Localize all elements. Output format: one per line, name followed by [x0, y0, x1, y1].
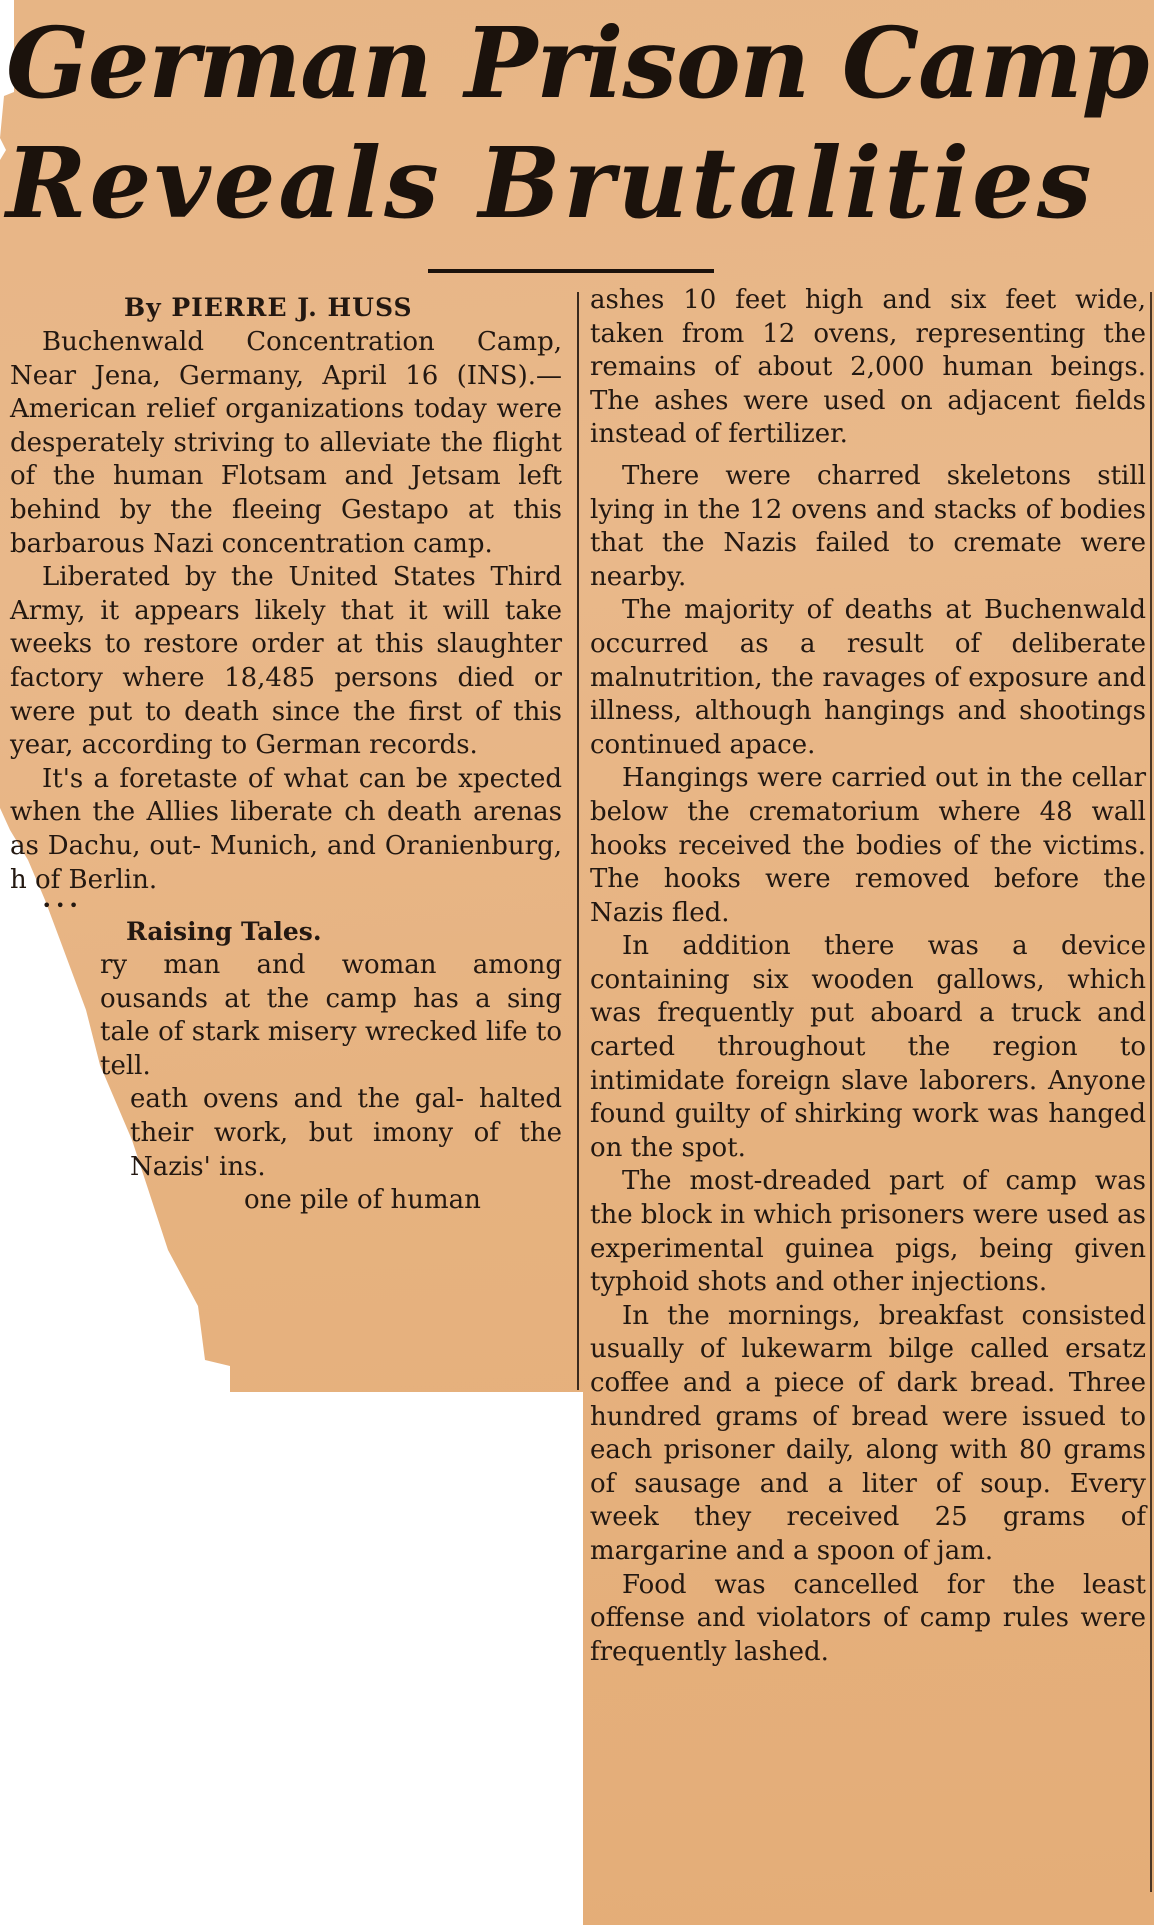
- article-paragraph: Hangings were carried out in the cellar below the crematorium where 48 wall hooks received the bodies of the victims. The hooks were removed before the Nazis fled.: [590, 763, 1146, 928]
- article-paragraph: ashes 10 feet high and six feet wide, taken from 12 ovens, representing the remains of about 2,000 human beings. The ashes were used on adjacent fields instead of fertilizer.: [590, 285, 1146, 450]
- article-paragraph: eath ovens and the gal- halted their work, but imony of the Nazis' ins.: [130, 1084, 562, 1182]
- article-paragraph: Liberated by the United States Third Army, it appears likely that it will take weeks to restore order at this slaughter factory where 18,485 persons died or were put to death since the first of this year, according to German records.: [10, 562, 562, 761]
- headline-line-2: Reveals Brutalities: [6, 126, 1095, 240]
- column-divider: [577, 292, 579, 1390]
- article-paragraph: Food was cancelled for the least offense and violators of camp rules were frequently lashed.: [590, 1569, 1146, 1667]
- article-paragraph: The majority of deaths at Buchenwald occurred as a result of deliberate malnutrition, the ravages of exposure and illness, although hangings and shootings continued apace.: [590, 595, 1146, 760]
- section-ornament: •••: [42, 896, 83, 916]
- right-column: [590, 284, 1146, 1669]
- article-paragraph: Buchenwald Concentration Camp, Near Jena, Germany, April 16 (INS).—American relief organizations today were desperately striving to alleviate the flight of the human Flotsam and Jetsam left behind by the fleeing Gestapo at this barbarous Nazi concentration camp.: [10, 327, 562, 559]
- column-edge-rule: [1150, 292, 1152, 1892]
- subhead: Raising Tales.: [126, 917, 322, 947]
- article-paragraph: There were charred skeletons still lying in the 12 ovens and stacks of bodies that the Nazis failed to cremate were nearby.: [590, 460, 1146, 592]
- left-column: [10, 290, 562, 1218]
- article-paragraph: It's a foretaste of what can be xpected when the Allies liberate ch death arenas as Dachu, out- Munich, and Oranienburg, h of Berlin.: [10, 763, 562, 895]
- article-paragraph: one pile of human: [244, 1185, 481, 1216]
- headline-rule: [428, 269, 714, 273]
- byline: By PIERRE J. HUSS: [124, 293, 413, 322]
- article-paragraph: In the mornings, breakfast consisted usually of lukewarm bilge called ersatz coffee and a piece of dark bread. Three hundred grams of bread were issued to each prisoner daily, along with 80 grams of sausage and a liter of soup. Every week they received 25 grams of margarine and a spoon of jam.: [590, 1300, 1146, 1566]
- article-paragraph: In addition there was a device containing six wooden gallows, which was frequently put aboard a truck and carted throughout the region to intimidate foreign slave laborers. Anyone found guilty of shirking work was hanged on the spot.: [590, 931, 1146, 1163]
- headline-line-1: German Prison Camp: [6, 6, 1149, 120]
- article-paragraph: The most-dreaded part of camp was the block in which prisoners were used as experimental guinea pigs, being given typhoid shots and other injections.: [590, 1166, 1146, 1298]
- article-paragraph: ry man and woman among ousands at the camp has a sing tale of stark misery wrecked life to tell.: [100, 950, 562, 1081]
